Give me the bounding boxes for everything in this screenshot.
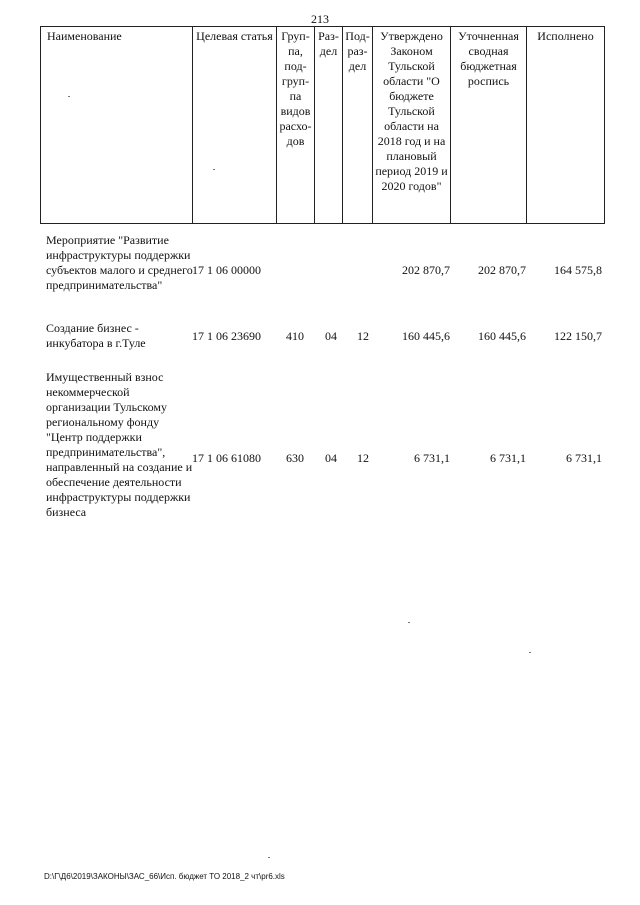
file-path-footer: D:\Г\Д6\2019\ЗАКОНЫ\ЗАС_66\Исп. бюджет ТО 2018_2 чт\pr6.xls [44, 872, 285, 881]
row-executed: 122 150,7 [554, 329, 602, 343]
col-header-target: Целевая статья [193, 27, 277, 224]
scan-speck [213, 169, 215, 170]
col-header-subsection: Под-раз-дел [343, 27, 373, 224]
scan-speck [408, 622, 410, 623]
row-subsection: 12 [357, 329, 369, 343]
col-header-group: Груп-па, под-груп-па видов расхо-дов [277, 27, 315, 224]
page-number: 213 [311, 12, 329, 26]
col-header-specified: Уточненная сводная бюджетная роспись [451, 27, 527, 224]
row-target: 17 1 06 23690 [192, 329, 261, 343]
col-header-name: Наименование [41, 27, 193, 224]
scan-speck [268, 857, 270, 858]
row-executed: 6 731,1 [566, 451, 602, 465]
col-header-executed: Исполнено [527, 27, 605, 224]
scan-speck [68, 96, 70, 97]
row-executed: 164 575,8 [554, 263, 602, 277]
row-name: Создание бизнес - инкубатора в г.Туле [46, 321, 146, 350]
row-section: 04 [325, 329, 337, 343]
row-specified: 202 870,7 [478, 263, 526, 277]
row-target: 17 1 06 00000 [192, 263, 261, 277]
col-header-section: Раз-дел [315, 27, 343, 224]
row-group: 630 [286, 451, 304, 465]
row-group: 410 [286, 329, 304, 343]
row-name: Имущественный взнос некоммерческой организации Тульскому региональному фонду "Центр поддержки предпринимательства", направленный на создание и обеспечение деятельности инфраструктуры поддержки бизнеса [46, 370, 193, 519]
row-target: 17 1 06 61080 [192, 451, 261, 465]
row-subsection: 12 [357, 451, 369, 465]
row-specified: 160 445,6 [478, 329, 526, 343]
table-header [40, 26, 605, 224]
row-approved: 202 870,7 [402, 263, 450, 277]
row-name: Мероприятие "Развитие инфраструктуры поддержки субъектов малого и среднего предпринимательства" [46, 233, 193, 292]
row-section: 04 [325, 451, 337, 465]
scan-speck [529, 652, 531, 653]
row-approved: 6 731,1 [414, 451, 450, 465]
col-header-approved: Утверждено Законом Тульской области "О бюджете Тульской области на 2018 год и на плановый период 2019 и 2020 годов" [373, 27, 451, 224]
row-specified: 6 731,1 [490, 451, 526, 465]
row-approved: 160 445,6 [402, 329, 450, 343]
